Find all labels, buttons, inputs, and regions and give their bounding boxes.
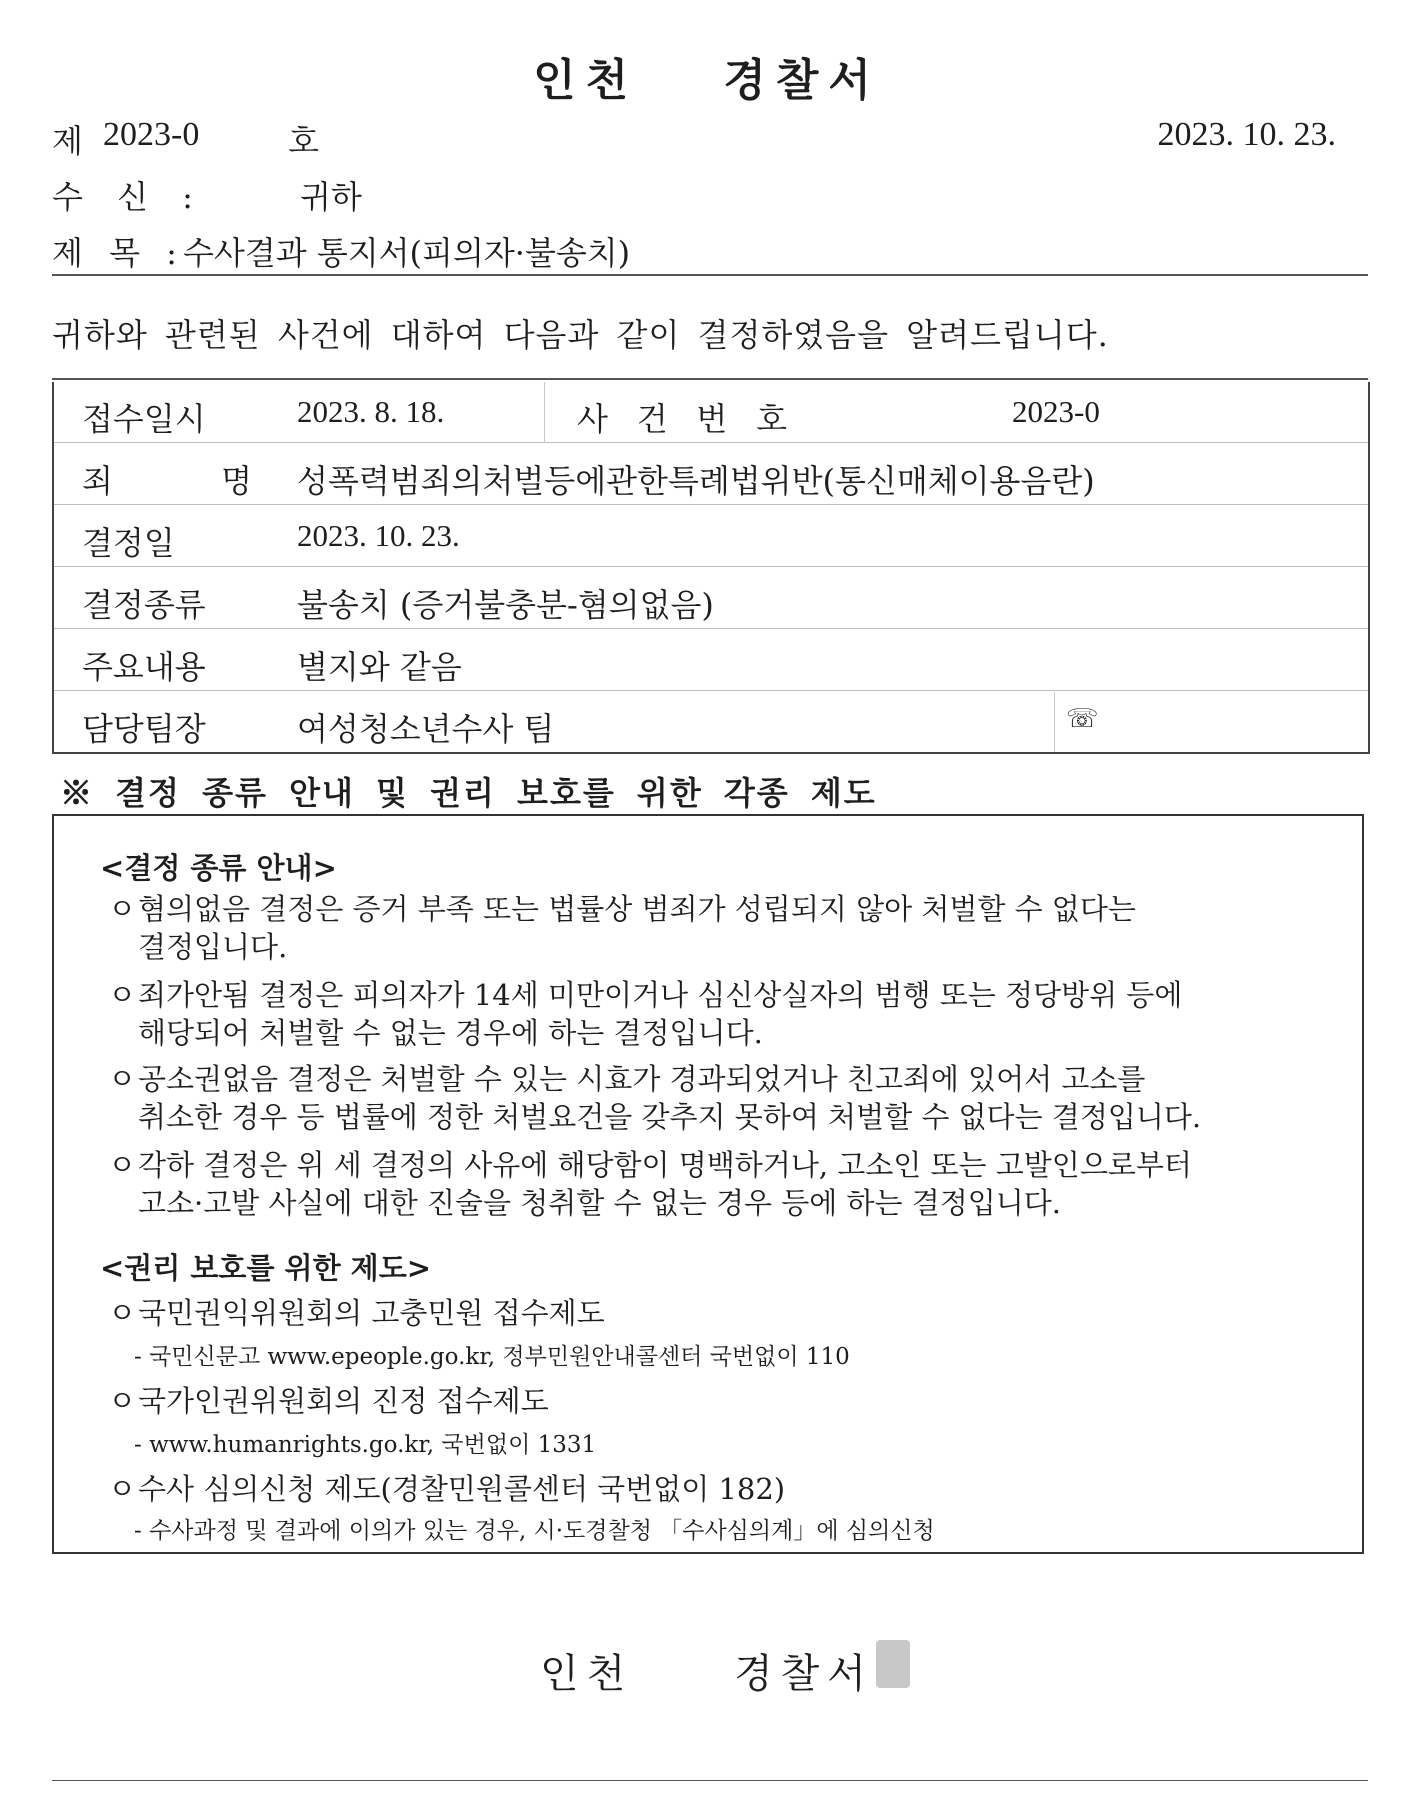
receipt-date-label: 접수일시 — [82, 400, 206, 438]
main-content-value: 별지와 같음 — [297, 648, 462, 686]
doc-number-label: 제 — [52, 122, 83, 160]
list-item — [108, 1470, 785, 1508]
bullet-line: 고소·고발 사실에 대한 진술을 청취할 수 없는 경우 등에 하는 결정입니다. — [138, 1186, 1062, 1220]
table-row-team-leader — [54, 692, 1368, 752]
main-content-label: 주요내용 — [82, 648, 206, 686]
decision-type-label: 결정종류 — [82, 586, 206, 624]
table-top-border — [52, 378, 1368, 380]
table-row-charge — [54, 444, 1368, 505]
doc-number-suffix: 호 — [288, 122, 319, 160]
decision-date-value: 2023. 10. 23. — [297, 518, 460, 553]
doc-number-value: 2023-0 — [103, 116, 200, 153]
case-number-label: 사 건 번 호 — [577, 400, 787, 438]
rights-section-title: <권리 보호를 위한 제도> — [100, 1251, 432, 1285]
table-row-decision-date — [54, 506, 1368, 567]
official-seal-stamp — [876, 1640, 910, 1688]
list-item — [108, 890, 1136, 966]
recipient-value: 귀하 — [300, 178, 362, 216]
footer-divider — [52, 1780, 1368, 1781]
team-leader-label: 담당팀장 — [82, 710, 206, 748]
guide-box — [52, 814, 1364, 1554]
column-divider — [1054, 692, 1055, 752]
charge-value: 성폭력범죄의처벌등에관한특례법위반(통신매체이용음란) — [297, 462, 1095, 500]
list-item — [108, 1060, 1201, 1136]
table-row-main-content — [54, 630, 1368, 691]
bullet-icon: ㅇ — [108, 1148, 137, 1182]
list-item — [108, 1382, 549, 1420]
subject-label: 제 목 : — [52, 234, 185, 272]
header-divider — [52, 274, 1368, 276]
team-leader-value: 여성청소년수사 팀 — [297, 710, 555, 748]
column-divider — [544, 382, 545, 442]
rights-item-title: 수사 심의신청 제도(경찰민원콜센터 국번없이 182) — [138, 1472, 786, 1506]
decision-type-value: 불송치 (증거불충분-혐의없음) — [297, 586, 714, 624]
case-info-table — [52, 382, 1370, 754]
bullet-line: 해당되어 처벌할 수 없는 경우에 하는 결정입니다. — [138, 1016, 763, 1050]
bullet-line: 죄가안됨 결정은 피의자가 14세 미만이거나 심신상실자의 범행 또는 정당방위 등에 — [138, 978, 1183, 1012]
rights-item-detail: - 국민신문고 www.epeople.go.kr, 정부민원안내콜센터 국번없이 110 — [134, 1344, 850, 1370]
guide-heading: ※ 결정 종류 안내 및 권리 보호를 위한 각종 제도 — [60, 774, 877, 812]
bullet-line: 혐의없음 결정은 증거 부족 또는 법률상 범죄가 성립되지 않아 처벌할 수 없다는 — [138, 892, 1136, 926]
phone-icon: ☏ — [1066, 704, 1099, 734]
document-title: 인천 경찰서 — [533, 55, 881, 106]
rights-item-detail: - www.humanrights.go.kr, 국번없이 1331 — [134, 1432, 597, 1458]
table-row-receipt — [54, 382, 1368, 443]
bullet-icon: ㅇ — [108, 1296, 137, 1330]
table-row-decision-type — [54, 568, 1368, 629]
bullet-icon: ㅇ — [108, 978, 137, 1012]
rights-item-title: 국민권익위원회의 고충민원 접수제도 — [138, 1296, 605, 1330]
bullet-icon: ㅇ — [108, 1384, 137, 1418]
bullet-line: 각하 결정은 위 세 결정의 사유에 해당함이 명백하거나, 고소인 또는 고발인으로부터 — [138, 1148, 1192, 1182]
subject-value: 수사결과 통지서(피의자·불송치) — [183, 234, 631, 272]
decision-types-section-title: <결정 종류 안내> — [100, 851, 337, 885]
receipt-date-value: 2023. 8. 18. — [297, 394, 445, 429]
bullet-icon: ㅇ — [108, 892, 137, 926]
issuer-signature: 인천 경찰서 — [540, 1651, 874, 1697]
rights-item-detail: - 수사과정 및 결과에 이의가 있는 경우, 시·도경찰청 「수사심의계」에 심의신청 — [134, 1518, 935, 1544]
list-item — [108, 1294, 605, 1332]
case-number-value: 2023-0 — [1012, 394, 1100, 429]
bullet-icon: ㅇ — [108, 1472, 137, 1506]
bullet-icon: ㅇ — [108, 1062, 137, 1096]
intro-text: 귀하와 관련된 사건에 대하여 다음과 같이 결정하였음을 알려드립니다. — [52, 316, 1109, 354]
recipient-label: 수 신 : — [52, 178, 205, 216]
bullet-line: 취소한 경우 등 법률에 정한 처벌요건을 갖추지 못하여 처벌할 수 없다는 결정입니다. — [138, 1100, 1202, 1134]
rights-item-title: 국가인권위원회의 진정 접수제도 — [138, 1384, 549, 1418]
bullet-line: 결정입니다. — [138, 930, 288, 964]
bullet-line: 공소권없음 결정은 처벌할 수 있는 시효가 경과되었거나 친고죄에 있어서 고소를 — [138, 1062, 1146, 1096]
charge-label: 죄 명 — [82, 462, 252, 500]
list-item — [108, 1146, 1192, 1222]
decision-date-label: 결정일 — [82, 524, 175, 562]
list-item — [108, 976, 1182, 1052]
document-date: 2023. 10. 23. — [1157, 116, 1336, 153]
